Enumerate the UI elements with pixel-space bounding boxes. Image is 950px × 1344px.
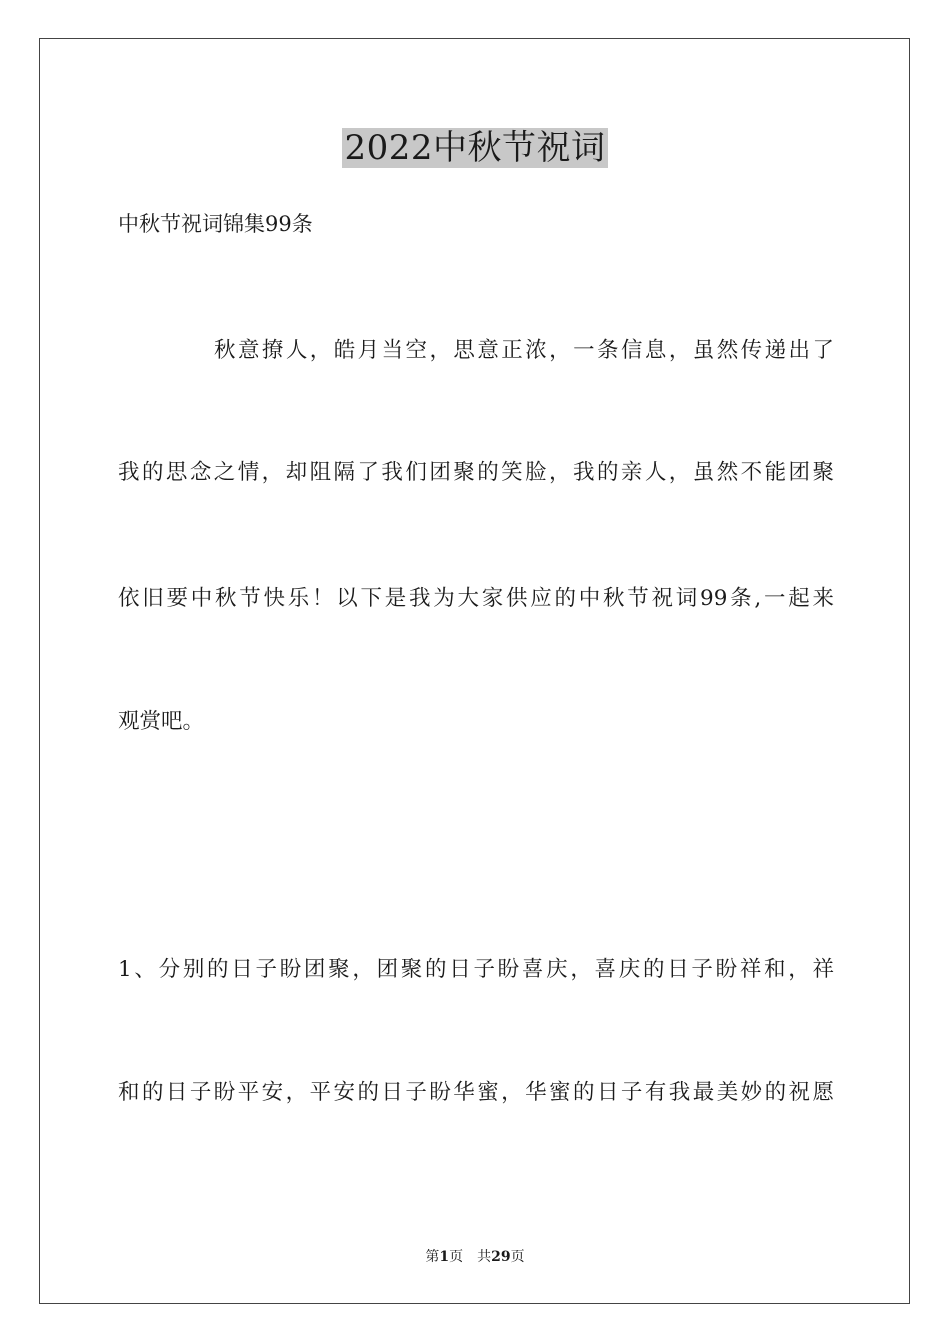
- total-suffix: 页: [510, 1249, 525, 1265]
- title-container: [0, 128, 950, 168]
- total-prefix: 共: [477, 1249, 492, 1265]
- page-number: 1: [439, 1249, 450, 1265]
- page-prefix: 第: [425, 1249, 440, 1265]
- document-title: 2022中秋节祝词: [344, 128, 606, 168]
- paragraph-line-5: 1、分别的日子盼团聚，团聚的日子盼喜庆，喜庆的日子盼祥和，祥: [118, 957, 834, 982]
- paragraph-line-1: 秋意撩人，皓月当空，思意正浓，一条信息，虽然传递出了: [214, 338, 834, 363]
- paragraph-line-4: 观赏吧。: [118, 709, 205, 734]
- paragraph-line-3: 依旧要中秋节快乐！以下是我为大家供应的中秋节祝词99条,一起来: [118, 586, 834, 611]
- paragraph-line-6: 和的日子盼平安，平安的日子盼华蜜，华蜜的日子有我最美妙的祝愿: [118, 1080, 834, 1105]
- page-footer: [0, 1247, 950, 1267]
- document-subtitle: 中秋节祝词锦集99条: [118, 212, 313, 236]
- page-suffix: 页: [449, 1249, 464, 1265]
- total-pages: 29: [491, 1249, 511, 1265]
- paragraph-line-2: 我的思念之情，却阻隔了我们团聚的笑脸，我的亲人，虽然不能团聚: [118, 460, 834, 485]
